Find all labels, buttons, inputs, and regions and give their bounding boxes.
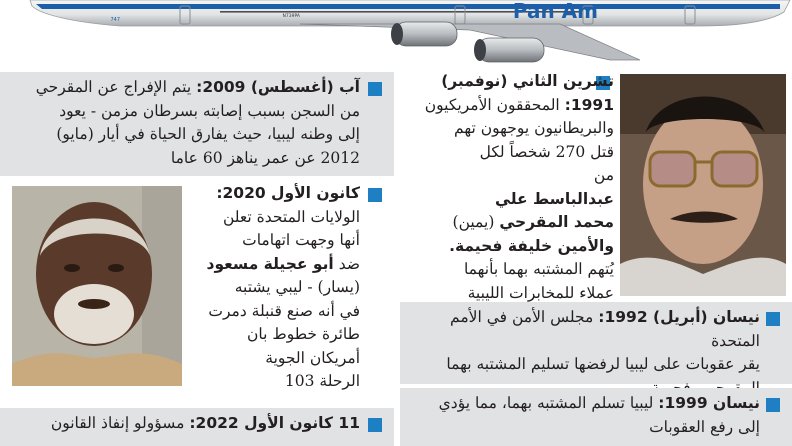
bullet-icon bbox=[766, 312, 780, 326]
entry-text bbox=[10, 76, 360, 170]
entry-apr-1992 bbox=[400, 302, 792, 384]
text-line: أنها وجهت اتهامات bbox=[242, 231, 360, 249]
text-line: من bbox=[593, 166, 614, 184]
entry-date: تشرين الثاني (نوفمبر) bbox=[441, 72, 614, 90]
suspect-name: عبدالباسط علي bbox=[495, 189, 614, 208]
text-line: ضد bbox=[338, 254, 360, 273]
bullet-icon bbox=[368, 418, 382, 432]
entry-aug-2009 bbox=[0, 72, 394, 176]
airliner-illustration bbox=[0, 0, 792, 62]
text-line: المحققون الأمريكيون bbox=[424, 95, 560, 114]
entry-text bbox=[406, 306, 760, 400]
entry-apr-1999 bbox=[400, 388, 792, 446]
entry-date: 11 كانون الأول 2022: bbox=[189, 414, 360, 432]
entry-date: نيسان (أبريل) 1992: bbox=[598, 308, 760, 326]
entry-text bbox=[185, 182, 360, 394]
suspect-name: والأمين خليفة فحيمة. bbox=[449, 236, 614, 255]
entry-date: كانون الأول 2020: bbox=[216, 184, 360, 202]
text-line: والبريطانيون يوجهون تهم bbox=[454, 119, 614, 137]
text-line: (يسار) - ليبي يشتبه bbox=[234, 278, 360, 296]
text-line: 2012 عن عمر يناهز 60 عاما bbox=[170, 148, 360, 167]
text-line: مسؤولو إنفاذ القانون bbox=[50, 414, 185, 432]
entry-text bbox=[10, 412, 360, 436]
text-line: أمريكان الجوية bbox=[265, 348, 360, 367]
text-line: الرحلة 103 bbox=[284, 372, 360, 390]
registration-mark: N739PA bbox=[282, 14, 300, 19]
entry-nov-1991 bbox=[400, 72, 792, 300]
text-line: إلى رفع العقوبات bbox=[649, 417, 760, 436]
text-line: (يمين) bbox=[452, 213, 495, 231]
text-line: الولايات المتحدة تعلن bbox=[222, 207, 360, 226]
suspect-name: محمد المقرحي bbox=[499, 213, 614, 231]
bullet-icon bbox=[368, 82, 382, 96]
text-line: من السجن بسبب إصابته بسرطان مزمن - يعود bbox=[59, 101, 360, 120]
bullet-icon bbox=[368, 188, 382, 202]
text-line: في أنه صنع قنبلة دمرت bbox=[208, 301, 360, 320]
photo-mas-ud bbox=[12, 186, 182, 386]
portrait-man-glasses bbox=[620, 74, 786, 296]
text-line: يتم الإفراج عن المقرحي bbox=[35, 78, 192, 96]
entry-dec-2022 bbox=[0, 408, 394, 446]
wing bbox=[300, 24, 640, 60]
text-line: يُتهم المشتبه بهما بأنهما bbox=[463, 260, 614, 278]
text-line: عملاء للمخابرات الليبية bbox=[467, 283, 614, 302]
pan-am-747-image bbox=[0, 0, 792, 62]
photo-megrahi bbox=[620, 74, 786, 296]
suspect-name: أبو عجيلة مسعود bbox=[206, 254, 334, 273]
entry-text bbox=[406, 392, 760, 439]
airline-logo-text: Pan Am bbox=[512, 0, 598, 23]
entry-date: نيسان 1999: bbox=[658, 394, 760, 412]
text-line: ليبيا تسلم المشتبه بهما، مما يؤدي bbox=[438, 394, 654, 412]
entry-date: آب (أغسطس) 2009: bbox=[196, 78, 360, 96]
text-line: طائرة خطوط بان bbox=[247, 325, 360, 343]
text-line: يقر عقوبات على ليبيا لرفضها تسليم المشتبه بهما bbox=[446, 355, 760, 373]
bullet-icon bbox=[766, 398, 780, 412]
portrait-older-man bbox=[12, 186, 182, 386]
text-line: قتل 270 شخصاً لكل bbox=[479, 142, 614, 161]
entry-dec-2020 bbox=[0, 180, 394, 404]
text-line: مجلس الأمن في الأمم المتحدة bbox=[450, 308, 760, 350]
entry-text bbox=[409, 70, 614, 305]
model-mark: 747 bbox=[110, 17, 120, 23]
text-line: إلى وطنه ليبيا، حيث يفارق الحياة في أيار (مايو) bbox=[56, 125, 360, 143]
entry-year: 1991: bbox=[564, 95, 614, 114]
cheatline-stripe bbox=[36, 4, 780, 9]
